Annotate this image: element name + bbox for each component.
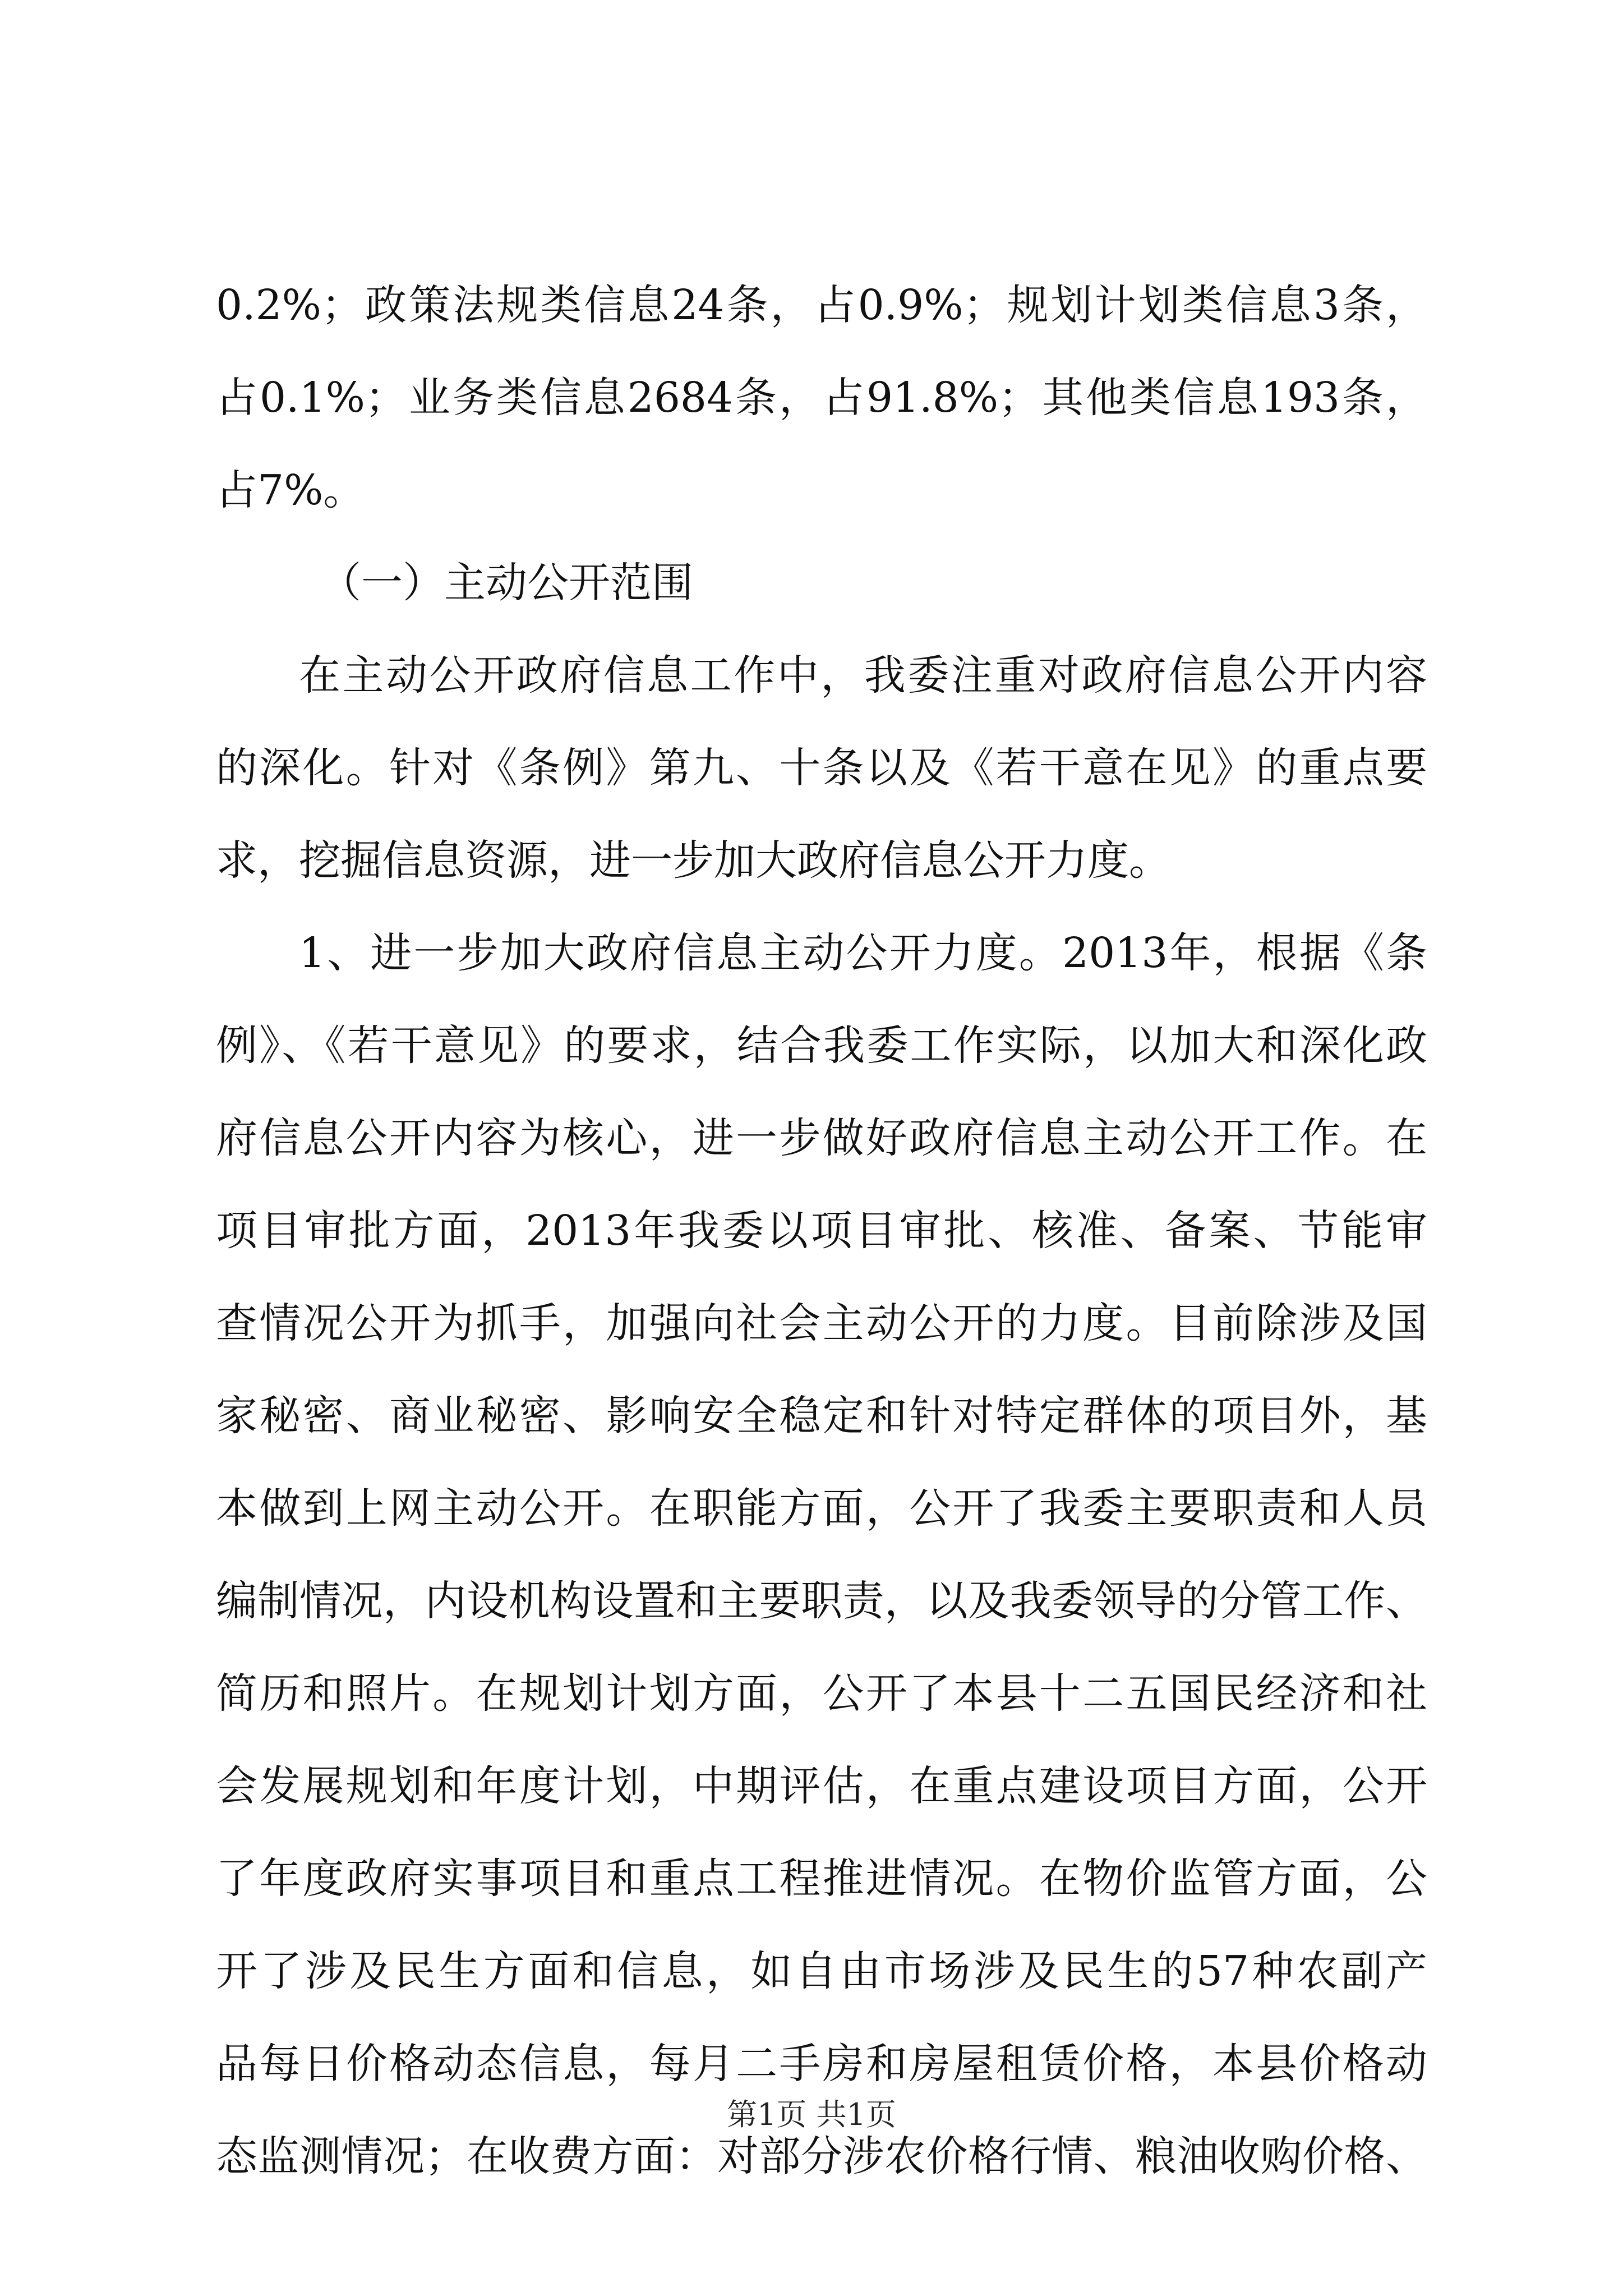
text-line: 了年度政府实事项目和重点工程推进情况。在物价监管方面，公 bbox=[216, 1855, 1427, 1903]
text-line: 本做到上网主动公开。在职能方面，公开了我委主要职责和人员 bbox=[216, 1484, 1427, 1533]
text-line: 项目审批方面，2013年我委以项目审批、核准、备案、节能审 bbox=[216, 1207, 1427, 1255]
document-body bbox=[216, 259, 1427, 2203]
text-line: 在主动公开政府信息工作中，我委注重对政府信息公开内容 bbox=[299, 651, 1427, 700]
text-line: 编制情况，内设机构设置和主要职责，以及我委领导的分管工作、 bbox=[216, 1577, 1427, 1625]
text-line: 简历和照片。在规划计划方面，公开了本县十二五国民经济和社 bbox=[216, 1669, 1427, 1718]
text-line: 1、进一步加大政府信息主动公开力度。2013年，根据《条 bbox=[299, 929, 1427, 977]
text-line: 的深化。针对《条例》第九、十条以及《若干意在见》的重点要 bbox=[216, 744, 1427, 792]
text-line: 0.2%；政策法规类信息24条，占0.9%；规划计划类信息3条， bbox=[216, 281, 1427, 329]
text-line: 占7%。 bbox=[216, 466, 365, 514]
text-line: 例》、《若干意见》的要求，结合我委工作实际，以加大和深化政 bbox=[216, 1022, 1427, 1070]
text-line: 家秘密、商业秘密、影响安全稳定和针对特定群体的项目外，基 bbox=[216, 1392, 1427, 1440]
text-line: 占0.1%；业务类信息2684条，占91.8%；其他类信息193条， bbox=[216, 374, 1427, 422]
page-footer: 第1页 共1页 bbox=[727, 2097, 896, 2132]
text-line: 开了涉及民生方面和信息，如自由市场涉及民生的57种农副产 bbox=[216, 1947, 1427, 1995]
text-line: 府信息公开内容为核心，进一步做好政府信息主动公开工作。在 bbox=[216, 1114, 1427, 1162]
text-line: 态监测情况；在收费方面：对部分涉农价格行情、粮油收购价格、 bbox=[216, 2132, 1427, 2180]
section-heading: （一）主动公开范围 bbox=[320, 559, 693, 607]
text-line: 求，挖掘信息资源，进一步加大政府信息公开力度。 bbox=[216, 836, 1170, 885]
text-line: 查情况公开为抓手，加强向社会主动公开的力度。目前除涉及国 bbox=[216, 1299, 1427, 1347]
text-line: 会发展规划和年度计划，中期评估，在重点建设项目方面，公开 bbox=[216, 1762, 1427, 1810]
text-line: 品每日价格动态信息，每月二手房和房屋租赁价格，本县价格动 bbox=[216, 2040, 1427, 2088]
